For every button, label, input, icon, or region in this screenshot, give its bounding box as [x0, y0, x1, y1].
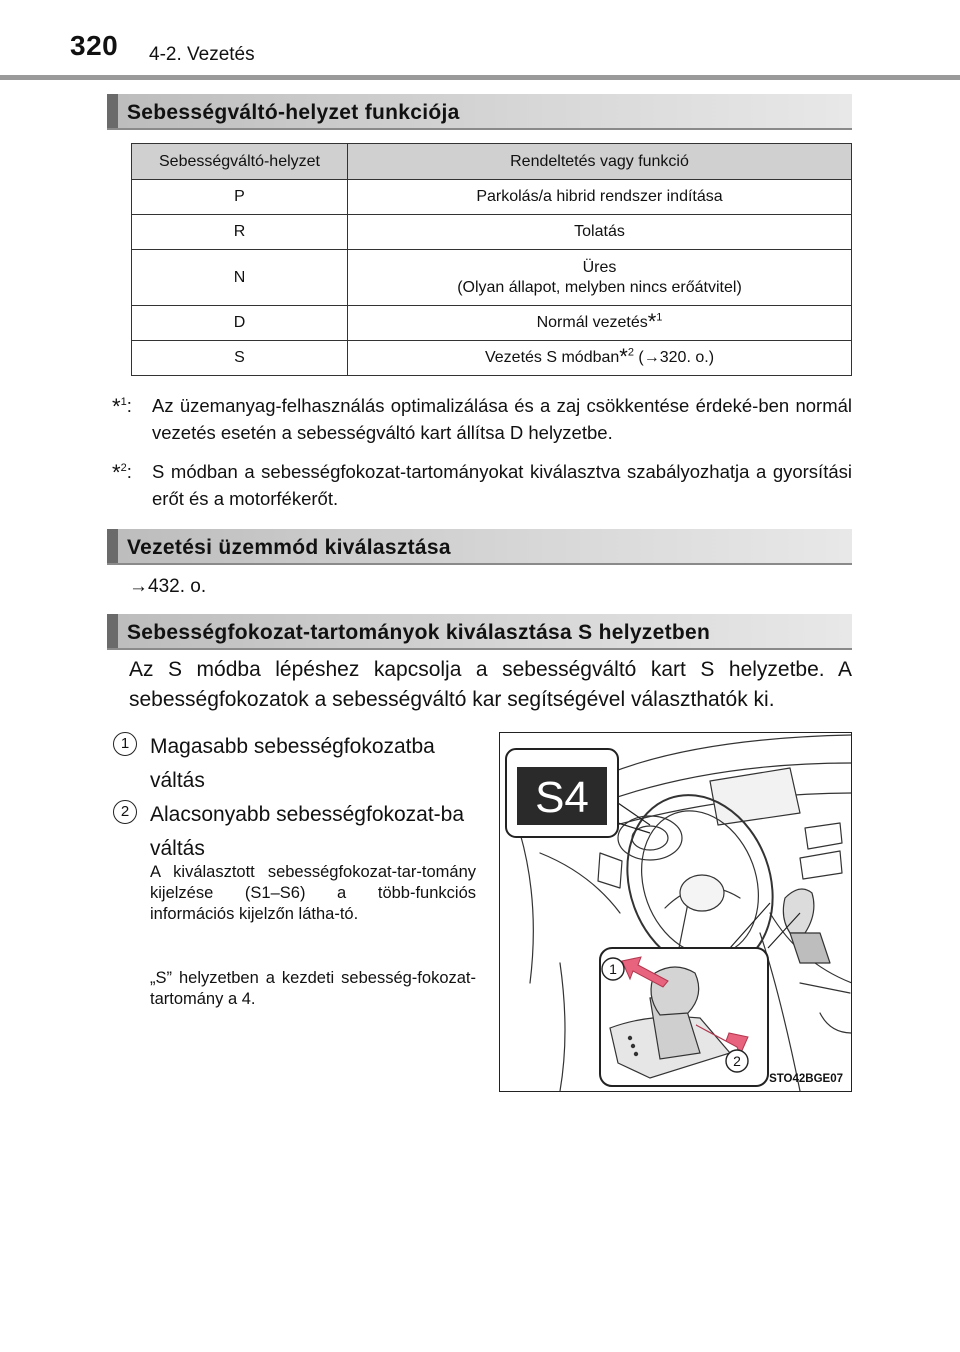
footnote-number: 2: [120, 461, 127, 474]
intro-paragraph: Az S módba lépéshez kapcsolja a sebességváltó kart S helyzetbe. A sebességfokozatok a sebességváltó kar segítségével választhatók ki.: [129, 658, 852, 711]
page-reference: (→320. o.): [633, 349, 715, 366]
table-row: [132, 306, 852, 341]
footnote-ref: 1: [656, 311, 663, 324]
function-line: Üres: [582, 258, 617, 276]
section-title: Sebességfokozat-tartományok kiválasztása S helyzetben: [127, 621, 711, 644]
table-row: [132, 250, 852, 306]
section-heading-gear-range: [107, 614, 852, 650]
position-cell: P: [132, 180, 348, 215]
footnote-star: *: [619, 344, 628, 369]
section-title: Sebességváltó-helyzet funkciója: [127, 101, 460, 124]
position-cell: N: [132, 250, 348, 306]
page-header: [0, 0, 960, 80]
footnote-ref: 2: [627, 346, 634, 359]
table-row: [132, 341, 852, 376]
function-cell: [348, 250, 852, 306]
function-line: (Olyan állapot, melyben nincs erőátvitel): [457, 278, 742, 296]
table-header-row: [132, 144, 852, 180]
footnote-separator: :: [126, 395, 132, 416]
section-title: Vezetési üzemmód kiválasztása: [127, 536, 451, 559]
page-number: 320: [70, 30, 119, 61]
dashboard-illustration: [500, 733, 852, 1092]
shift-position-table: [131, 143, 852, 376]
note-initial-range: „S” helyzetben a kezdeti sebesség-fokozat-tartomány a 4.: [150, 969, 476, 1008]
table-row: [132, 180, 852, 215]
shift-lever-figure: [499, 732, 852, 1092]
function-cell: [348, 306, 852, 341]
callout-number-1: 1: [609, 961, 617, 977]
column-header-function: Rendeltetés vagy funkció: [348, 144, 852, 180]
heading-bar: [107, 614, 118, 648]
heading-bar: [107, 529, 118, 563]
page-reference: →432. o.: [129, 576, 207, 597]
footnote-text: S módban a sebességfokozat-tartományokat kiválasztva szabályozhatja a gyorsítási erőt és a motorfékerőt.: [152, 461, 852, 509]
table-row: [132, 215, 852, 250]
footnote-1: [112, 392, 852, 446]
note-display-range: A kiválasztott sebességfokozat-tar-tomány kijelzése (S1–S6) a több-funkciós információs kijelzőn látha-tó.: [150, 863, 476, 923]
footnote-star: *: [647, 309, 657, 334]
position-cell: S: [132, 341, 348, 376]
function-cell: Parkolás/a hibrid rendszer indítása: [348, 180, 852, 215]
step-number: 1: [113, 732, 137, 756]
footnote-marker: [112, 458, 132, 485]
column-header-position: Sebességváltó-helyzet: [132, 144, 348, 180]
figure-code: STO42BGE07: [769, 1073, 843, 1085]
footnote-separator: :: [126, 461, 132, 482]
footnote-star: *: [112, 394, 121, 419]
callout-number-2: 2: [733, 1053, 741, 1069]
function-text: Normál vezetés: [536, 314, 648, 331]
chapter-title: 4-2. Vezetés: [149, 44, 255, 65]
footnote-star: *: [112, 460, 121, 485]
header-rule: [0, 75, 960, 80]
step-number: 2: [113, 800, 137, 824]
section-heading-drive-mode: [107, 529, 852, 565]
gear-display-text: S4: [535, 773, 589, 822]
position-cell: D: [132, 306, 348, 341]
footnote-number: 1: [120, 395, 127, 408]
function-text: Vezetés S módban: [484, 349, 620, 366]
function-cell: Tolatás: [348, 215, 852, 250]
step-label: Alacsonyabb sebességfokozat-ba váltás: [150, 803, 465, 860]
position-cell: R: [132, 215, 348, 250]
function-cell: [348, 341, 852, 376]
footnote-marker: [112, 392, 132, 419]
footnote-2: [112, 458, 852, 512]
section-heading-shift-function: [107, 94, 852, 130]
step-label: Magasabb sebességfokozatba váltás: [150, 735, 435, 792]
footnote-text: Az üzemanyag-felhasználás optimalizálása és a zaj csökkentése érdeké-ben normál vezetés esetén a sebességváltó kart állítsa D helyzetbe.: [152, 395, 852, 443]
heading-bar: [107, 94, 118, 128]
